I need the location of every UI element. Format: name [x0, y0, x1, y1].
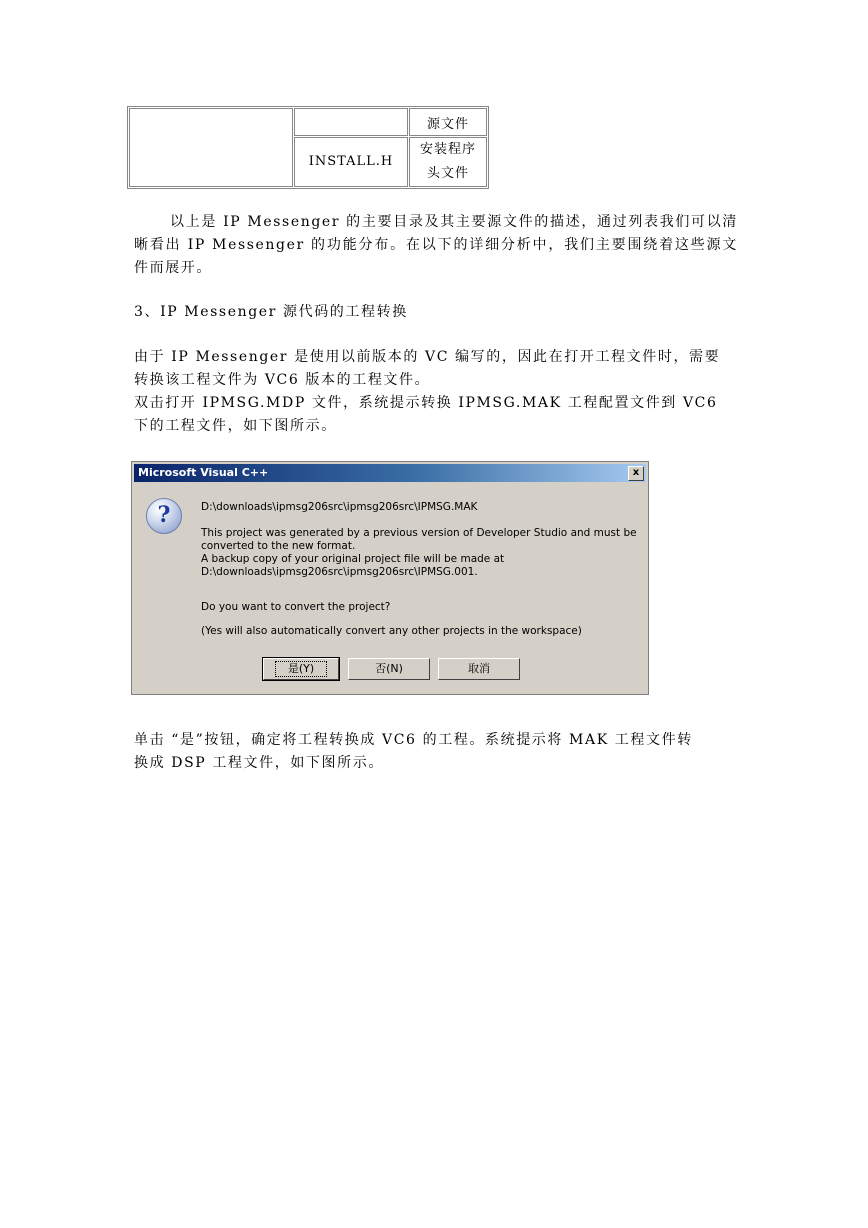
text-line: 转换该工程文件为 VC6 版本的工程文件。: [134, 372, 431, 388]
paragraph-conversion: [134, 346, 738, 438]
table-cell-description: [409, 137, 487, 187]
file-table: [127, 106, 489, 189]
cell-line: 安装程序: [419, 142, 476, 157]
table-cell: [294, 108, 408, 136]
text-line: 下的工程文件，如下图所示。: [134, 418, 337, 434]
yes-button[interactable]: [263, 658, 339, 680]
project-path: D:\downloads\ipmsg206src\ipmsg206src\IPMSG.MAK: [201, 501, 478, 513]
no-button[interactable]: 否(N): [348, 658, 430, 680]
table-cell-empty: [129, 108, 293, 187]
dialog-titlebar[interactable]: [134, 464, 646, 482]
cancel-button[interactable]: 取消: [438, 658, 520, 680]
dialog-question: Do you want to convert the project?: [201, 601, 391, 613]
dialog-title: Microsoft Visual C++: [138, 466, 269, 479]
yes-button-label: 是(Y): [275, 661, 327, 677]
table-cell-filename: INSTALL.H: [294, 137, 408, 187]
table-cell: 源文件: [409, 108, 487, 136]
text-line: 换成 DSP 工程文件，如下图所示。: [134, 755, 384, 771]
text-line: 单击 “是”按钮，确定将工程转换成 VC6 的工程。系统提示将 MAK 工程文件转: [134, 732, 693, 748]
dialog-note: (Yes will also automatically convert any other projects in the workspace): [201, 625, 582, 637]
paragraph-summary: 以上是 IP Messenger 的主要目录及其主要源文件的描述，通过列表我们可以清晰看出 IP Messenger 的功能分布。在以下的详细分析中，我们主要围绕着这些源文件而展开。: [134, 214, 738, 276]
section-heading: 3、IP Messenger 源代码的工程转换: [134, 304, 408, 320]
table-row: [129, 108, 487, 136]
convert-project-dialog: [131, 461, 649, 695]
cell-line: 头文件: [426, 166, 469, 181]
paragraph-next-step: [134, 729, 738, 775]
text-line: 双击打开 IPMSG.MDP 文件，系统提示转换 IPMSG.MAK 工程配置文件到 VC6: [134, 395, 718, 411]
dialog-message: This project was generated by a previous version of Developer Studio and must be converted to the new format. A backup copy of your original project file will be made at D:\downloads\ipmsg206src\ipmsg206src\IPMSG.001.: [201, 527, 637, 578]
text-line: 由于 IP Messenger 是使用以前版本的 VC 编写的，因此在打开工程文件时，需要: [134, 349, 721, 365]
question-icon: ?: [146, 498, 182, 534]
close-icon[interactable]: x: [628, 466, 644, 481]
